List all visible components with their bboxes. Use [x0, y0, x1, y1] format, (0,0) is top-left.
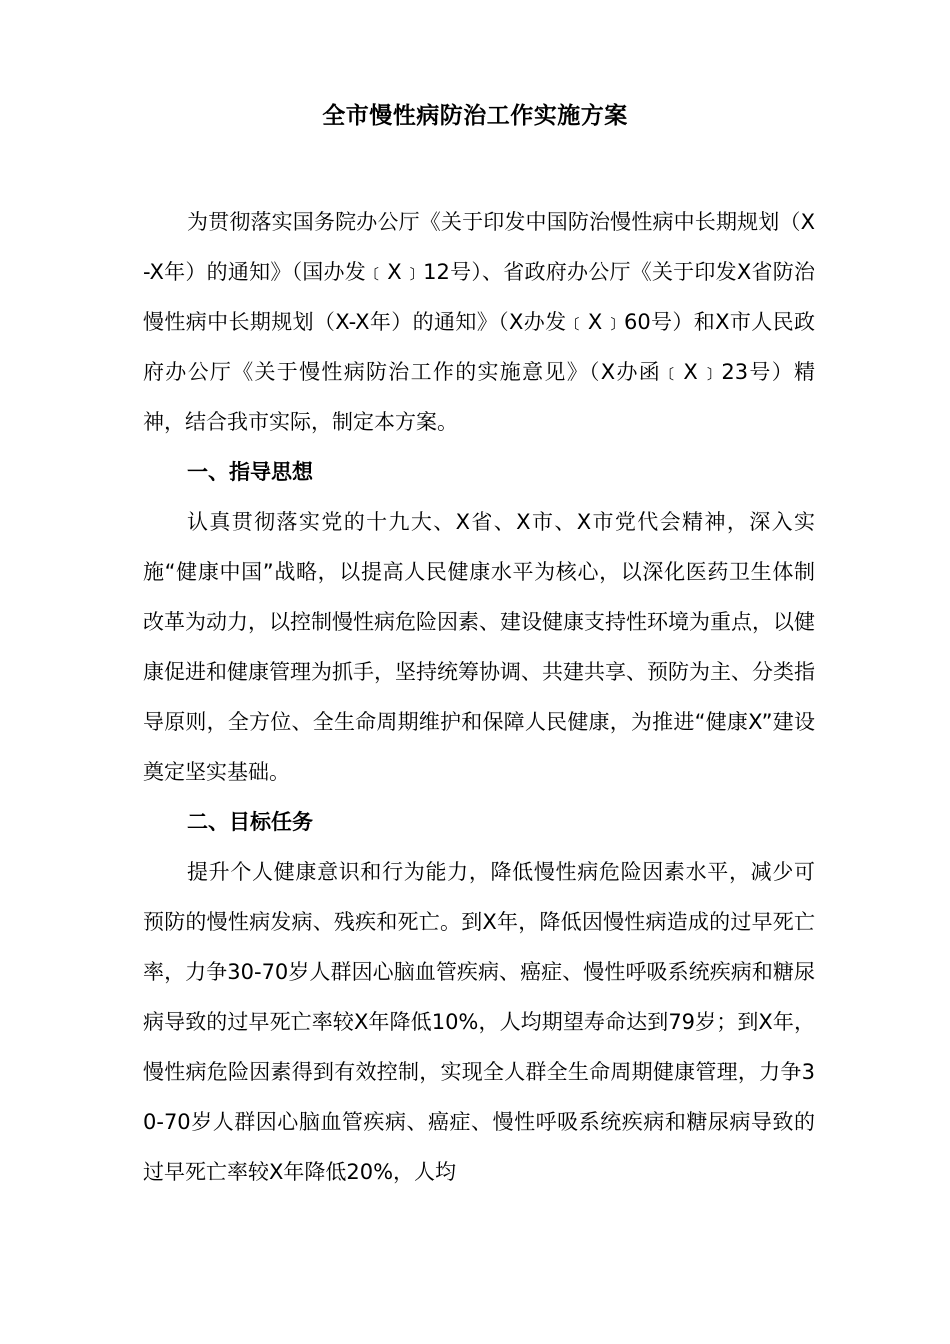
intro-paragraph: 为贯彻落实国务院办公厅《关于印发中国防治慢性病中长期规划（X-X年）的通知》（国办发﹝X﹞12号）、省政府办公厅《关于印发X省防治慢性病中长期规划（X-X年）的通知》（X办发﹝X﹞60号）和X市人民政府办公厅《关于慢性病防治工作的实施意见》（X办函﹝X﹞23号）精神，结合我市实际，制定本方案。 — [143, 210, 815, 434]
document-body — [143, 197, 815, 1197]
document-title: 全市慢性病防治工作实施方案 — [322, 103, 628, 129]
section-heading-objectives: 二、目标任务 — [187, 810, 313, 834]
section-body-guiding-ideology: 认真贯彻落实党的十九大、X省、X市、X市党代会精神，深入实施“健康中国”战略，以提高人民健康水平为核心，以深化医药卫生体制改革为动力，以控制慢性病危险因素、建设健康支持性环境为重点，以健康促进和健康管理为抓手，坚持统筹协调、共建共享、预防为主、分类指导原则，全方位、全生命周期维护和保障人民健康，为推进“健康X”建设奠定坚实基础。 — [143, 510, 815, 784]
section-body-objectives: 提升个人健康意识和行为能力，降低慢性病危险因素水平，减少可预防的慢性病发病、残疾和死亡。到X年，降低因慢性病造成的过早死亡率，力争30-70岁人群因心脑血管疾病、癌症、慢性呼吸系统疾病和糖尿病导致的过早死亡率较X年降低10%，人均期望寿命达到79岁；到X年，慢性病危险因素得到有效控制，实现全人群全生命周期健康管理，力争30-70岁人群因心脑血管疾病、癌症、慢性呼吸系统疾病和糖尿病导致的过早死亡率较X年降低20%，人均 — [143, 860, 815, 1184]
section-heading-guiding-ideology: 一、指导思想 — [187, 460, 313, 484]
